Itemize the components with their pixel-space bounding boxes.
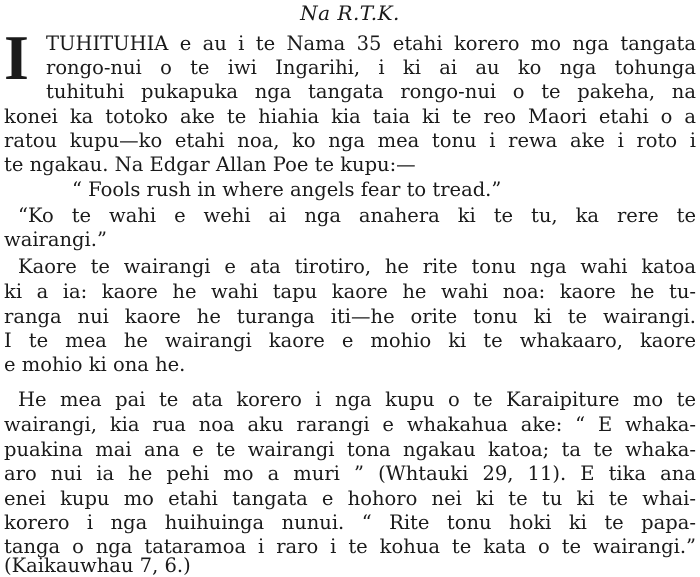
paragraph-1-line-5: ratou kupu—ko etahi noa, ko nga mea tonu i rewa ake i roto i (4, 129, 696, 152)
paragraph-1-line-2: rongo-nui o te iwi Ingarihi, i ki ai au ko nga tohunga (46, 56, 696, 79)
paragraph-3-line-5: e mohio ki ona he. (4, 353, 186, 376)
paragraph-4-line-1: He mea pai te ata korero i nga kupu o te Karaipiture mo te (18, 388, 696, 411)
paragraph-1-line-4: konei ka totoko ake te hiahia kia taia ki te reo Maori etahi o a (4, 105, 696, 128)
paragraph-4-line-2: wairangi, kia rua noa aku rarangi e whakahua ake: “ E whaka- (4, 413, 696, 436)
paragraph-2-line-2: wairangi.” (4, 228, 107, 251)
paragraph-4-line-6: korero i nga huihuinga nunui. “ Rite tonu hoki ki te papa- (4, 511, 696, 534)
paragraph-3-line-3: ranga nui kaore he turanga iti—he orite tonu ki te wairangi. (4, 305, 696, 328)
paragraph-2-line-1: “Ko te wahi e wehi ai nga anahera ki te tu, ka rere te (18, 204, 696, 227)
article-byline: Na R.T.K. (300, 1, 400, 25)
paragraph-1-line-1: TUHITUHIA e au i te Nama 35 etahi korero mo nga tangata (46, 32, 696, 55)
paragraph-4-line-8: (Kaikauwhau 7, 6.) (4, 554, 191, 577)
paragraph-3-line-4: I te mea he wairangi kaore e mohio ki te whakaaro, kaore (4, 329, 696, 352)
paragraph-1-line-3: tuhituhi pukapuka nga tangata rongo-nui o te pakeha, na (46, 80, 696, 103)
drop-cap-letter: I (4, 22, 29, 93)
paragraph-1-line-6: te ngakau. Na Edgar Allan Poe te kupu:— (4, 153, 416, 176)
quotation-english: “ Fools rush in where angels fear to tread.” (72, 178, 502, 201)
paragraph-4-line-7: tanga o nga tataramoa i raro i te kohua te kata o te wairangi.” (4, 535, 696, 558)
paragraph-3-line-1: Kaore te wairangi e ata tirotiro, he rite tonu nga wahi katoa (18, 255, 696, 278)
paragraph-3-line-2: ki a ia: kaore he wahi tapu kaore he wahi noa: kaore he tu- (4, 280, 696, 303)
paragraph-4-line-4: aro nui ia he pehi mo a muri ” (Whtauki 29, 11). E tika ana (4, 462, 696, 485)
paragraph-4-line-3: puakina mai ana e te wairangi tona ngakau katoa; ta te whaka- (4, 438, 696, 461)
paragraph-4-line-5: enei kupu mo etahi tangata e hohoro nei ki te tu ki te whai- (4, 487, 696, 510)
